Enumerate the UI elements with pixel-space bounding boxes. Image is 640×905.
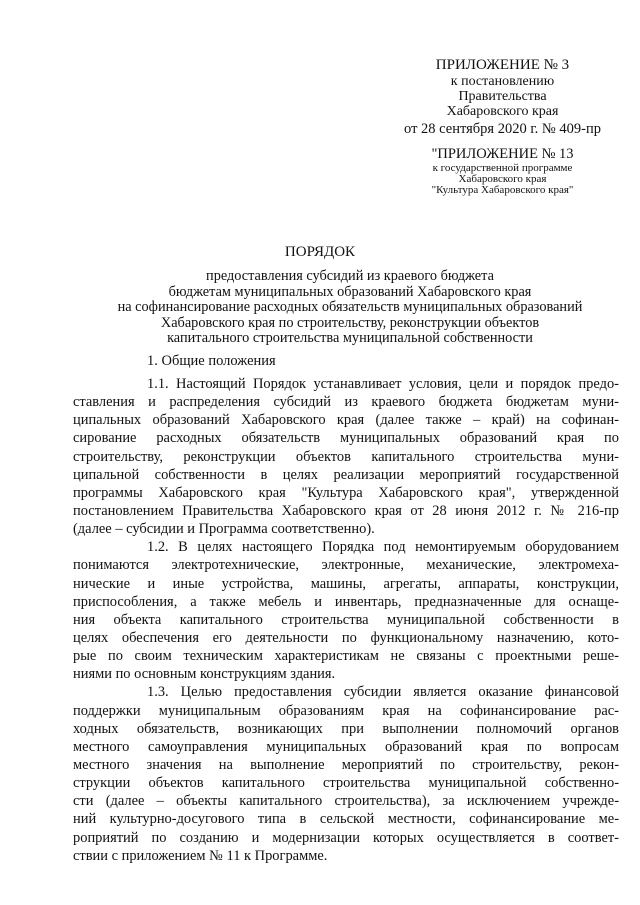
section-heading: 1. Общие положения bbox=[147, 353, 276, 369]
appendix-line-3: Хабаровского края bbox=[446, 104, 559, 119]
section-body bbox=[73, 375, 619, 865]
paragraph-line: 1.1. Настоящий Порядок устанавливает условия, цели и порядок предо- bbox=[147, 376, 619, 392]
paragraph-line: понимаются электротехнические, электронные, механические, электромеха- bbox=[73, 557, 619, 574]
paragraph-line: сирование расходных обязательств муниципальных образований края по bbox=[73, 430, 619, 447]
body-paragraph bbox=[73, 375, 619, 538]
paragraph-line: ния объекта капитального строительства муниципальной собственности в bbox=[73, 611, 619, 628]
paragraph-line: струкции объектов капитального строительства муниципальной собственно- bbox=[73, 775, 619, 792]
paragraph-line: ходных обязательств, возникающих при выполнении полномочий органов bbox=[73, 720, 619, 737]
body-paragraph bbox=[73, 538, 619, 683]
paragraph-line: ний культурно-досугового типа в сельской местности, софинансирование ме- bbox=[73, 811, 619, 828]
subtitle-line: капитального строительства муниципальной собственности bbox=[167, 330, 533, 346]
paragraph-line: ствии с приложением № 11 к Программе. bbox=[73, 847, 328, 864]
paragraph-line: местного значения на выполнение мероприятий по строительству, рекон- bbox=[73, 756, 619, 773]
appendix-title: ПРИЛОЖЕНИЕ № 3 bbox=[435, 57, 570, 73]
document-title: ПОРЯДОК bbox=[284, 244, 356, 260]
paragraph-line: 1.3. Целью предоставления субсидии является оказание финансовой bbox=[147, 684, 619, 701]
paragraph-line: ципальных образований Хабаровского края (далее также – край) на софинан- bbox=[73, 412, 619, 429]
paragraph-line: постановлением Правительства Хабаровского края от 28 июня 2012 г. № 216-пр bbox=[73, 502, 619, 519]
subtitle-line: предоставления субсидий из краевого бюджета bbox=[206, 268, 494, 284]
subtitle-line: на софинансирование расходных обязательств муниципальных образований bbox=[117, 299, 583, 315]
paragraph-line: рые по своим техническим характеристикам не связаны с проектными реше- bbox=[73, 648, 619, 665]
appendix-date: от 28 сентября 2020 г. № 409-пр bbox=[404, 121, 601, 137]
appendix-line-1: к постановлению bbox=[450, 74, 555, 89]
subtitle-line: Хабаровского края по строительству, реконструкции объектов bbox=[160, 314, 540, 331]
paragraph-line: сти (далее – объекты капитального строительства), за исключением учрежде- bbox=[73, 793, 619, 810]
paragraph-line: ставления и распределения субсидий из краевого бюджета бюджетам муни- bbox=[73, 394, 619, 411]
paragraph-line: местного самоуправления муниципальных образований края по вопросам bbox=[73, 738, 619, 755]
appendix-header bbox=[385, 56, 620, 138]
paragraph-line: ниями по основным конструкциям здания. bbox=[73, 666, 336, 683]
paragraph-line: приспособления, а также мебель и инвентарь, предназначенные для оснаще- bbox=[73, 593, 619, 610]
document-subtitle bbox=[80, 269, 620, 347]
paragraph-line: роприятий по созданию и модернизации которых осуществляется в соответ- bbox=[73, 829, 619, 846]
appendix2-header bbox=[385, 146, 620, 196]
paragraph-line: нические и иные устройства, машины, агрегаты, аппараты, конструкции, bbox=[73, 575, 619, 592]
paragraph-line: поддержки муниципальным образованиям края на софинансирование рас- bbox=[73, 702, 619, 719]
appendix2-line-1: к государственной программе bbox=[432, 162, 573, 174]
paragraph-line: (далее – субсидии и Программа соответственно). bbox=[73, 521, 375, 538]
subtitle-line: бюджетам муниципальных образований Хабаровского края bbox=[168, 283, 532, 300]
paragraph-line: 1.2. В целях настоящего Порядка под немонтируемым оборудованием bbox=[147, 539, 619, 556]
paragraph-line: ципальной собственности в целях реализации мероприятий государственной bbox=[73, 466, 619, 483]
appendix2-line-2: Хабаровского края bbox=[458, 173, 547, 185]
appendix2-line-3: "Культура Хабаровского края" bbox=[431, 184, 574, 196]
paragraph-line: целях обеспечения его деятельности по функциональному назначению, кото- bbox=[73, 629, 619, 646]
paragraph-line: программы Хабаровского края "Культура Хабаровского края", утвержденной bbox=[73, 484, 619, 501]
appendix-line-2: Правительства bbox=[458, 89, 547, 104]
appendix2-title: "ПРИЛОЖЕНИЕ № 13 bbox=[431, 146, 574, 162]
paragraph-line: строительству, реконструкции объектов капитального строительства муни- bbox=[73, 448, 619, 465]
body-paragraph bbox=[73, 683, 619, 864]
